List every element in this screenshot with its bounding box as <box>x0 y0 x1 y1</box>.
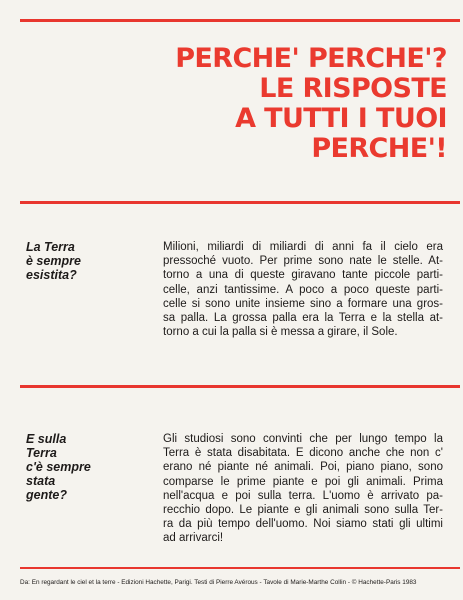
answer-paragraph: Gli studiosi sono convinti che per lungo tempo la Terra è stata disabitata. E dicono anche che non c' erano né piante né animali. Poi, piano piano, sono comparse le prime piante e poi gli animali. Prima nell'acqua e poi sulla terra. L'uomo è arrivato pa- recchio dopo. Le piante e gli animali sono sulla Ter- ra da più tempo dell'uomo. Noi siamo stati gli ultimi ad arrivarci! <box>163 433 443 545</box>
answer-paragraph: Milioni, miliardi di miliardi di anni fa il cielo era pressoché vuoto. Per prime sono nate le stelle. At- torno a una di queste giravano tante piccole parti- celle, anzi tantissime. A poco a poco queste parti- celle si sono unite insieme sino a formare una gros- sa palla. La grossa palla era la Terra e la stella at- torno a cui la palla si è messa a girare, il Sole. <box>163 241 443 339</box>
title-line: PERCHE' PERCHE'? <box>175 43 447 74</box>
footer-credits: Da: En regardant le ciel et la terre - Edizioni Hachette, Parigi. Testi di Pierre Avérous - Tavole di Marie-Marthe Collin - © Hachette-Paris 1983 <box>20 579 417 586</box>
title-line: PERCHE'! <box>311 133 447 164</box>
top-divider <box>20 19 460 22</box>
question-heading: La Terra è sempre esistita? <box>26 240 81 282</box>
title-line: LE RISPOSTE <box>259 73 447 104</box>
footer-divider <box>20 567 460 569</box>
section-divider <box>20 201 460 204</box>
section-divider <box>20 385 460 388</box>
title-line: A TUTTI I TUOI <box>235 103 447 134</box>
question-heading: E sulla Terra c'è sempre stata gente? <box>26 432 91 502</box>
page-title <box>117 44 447 164</box>
